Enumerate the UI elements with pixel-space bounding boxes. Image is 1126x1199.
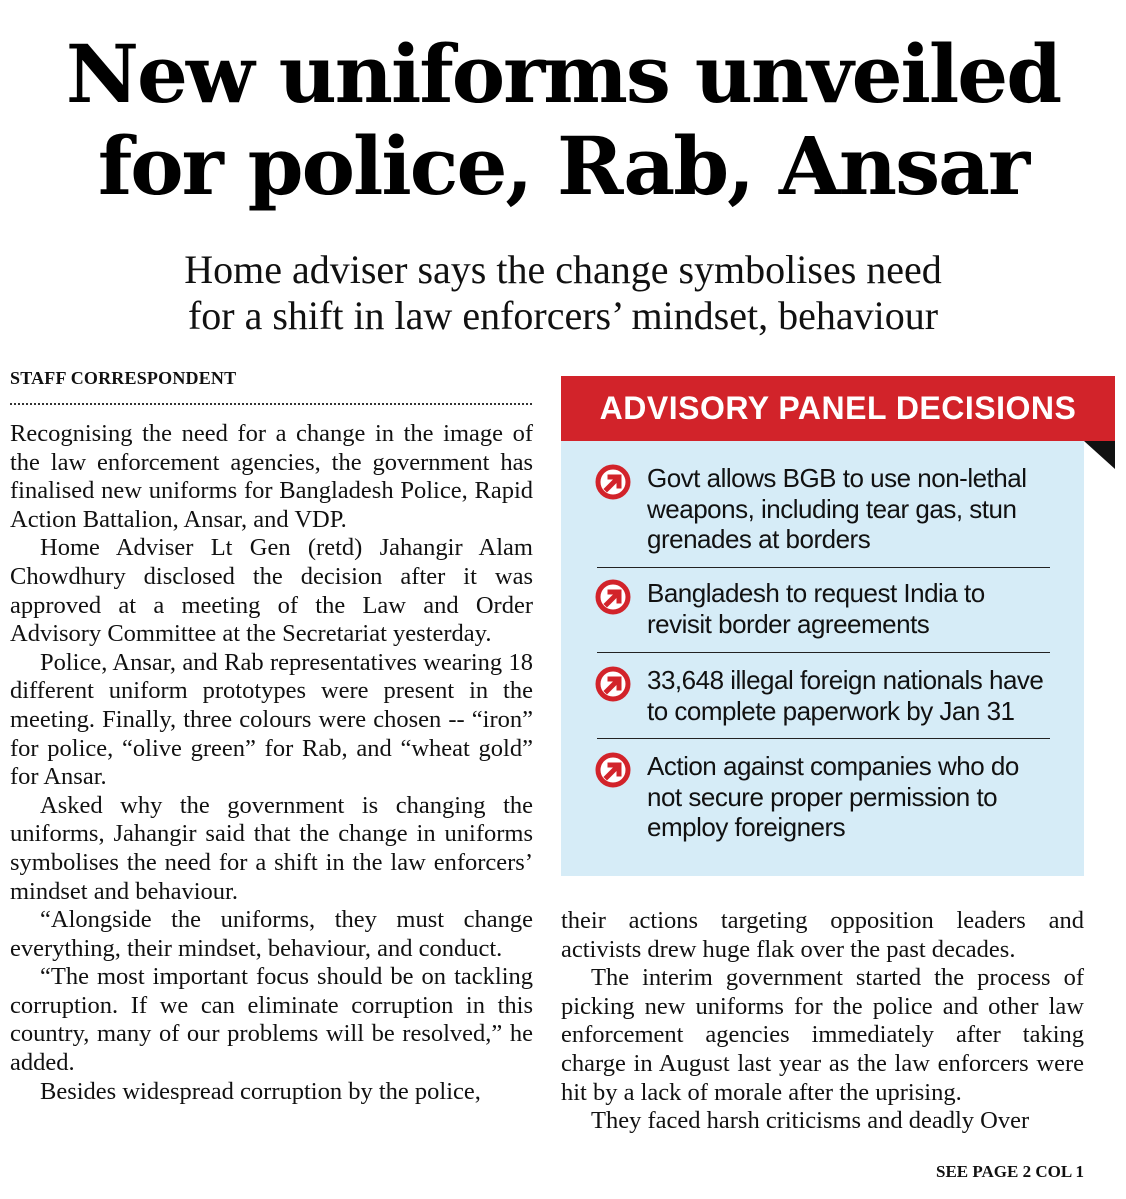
paragraph: Asked why the government is changing the uniforms, Jahangir said that the change in uniforms symbolises the need for a shift in the law enforcers’ mindset and behaviour. [10,791,533,905]
continuation-note: SEE PAGE 2 COL 1 [936,1162,1084,1181]
paragraph: Police, Ansar, and Rab representatives wearing 18 different uniform prototypes were present in the meeting. Finally, three colours were chosen -- “iron” for police, “olive green” for Rab, and “wheat gold” for Ansar. [10,648,533,791]
panel-divider [597,738,1050,739]
panel-fold-corner [1084,441,1115,469]
paragraph: Recognising the need for a change in the image of the law enforcement agencies, the government has finalised new uniforms for Bangladesh Police, Rapid Action Battalion, Ansar, and VDP. [10,420,533,533]
headline-line-1: New uniforms unveiled [65,27,1061,121]
panel-item [595,463,1050,555]
headline [0,28,1126,212]
advisory-panel-title: ADVISORY PANEL DECISIONS [561,376,1115,441]
paragraph: Besides widespread corruption by the police, [40,1077,481,1105]
byline-divider [10,403,532,405]
arrow-circle-icon [595,579,631,615]
arrow-circle-icon [595,464,631,500]
panel-divider [597,652,1050,653]
headline-line-2: for police, Rab, Ansar [97,119,1029,213]
panel-item-text: 33,648 illegal foreign nationals have to complete paperwork by Jan 31 [647,665,1044,726]
article-column-left [10,420,533,1106]
panel-divider [597,567,1050,568]
subheadline-line-1: Home adviser says the change symbolises need [184,247,942,292]
subheadline [0,247,1126,339]
paragraph: They faced harsh criticisms and deadly Over [591,1107,1030,1135]
paragraph: Home Adviser Lt Gen (retd) Jahangir Alam Chowdhury disclosed the decision after it was approved at a meeting of the Law and Order Advisory Committee at the Secretariat yesterday. [10,534,533,648]
panel-item [595,751,1050,843]
paragraph: “Alongside the uniforms, they must change everything, their mindset, behaviour, and conduct. [10,906,533,962]
arrow-circle-icon [595,666,631,702]
panel-item-text: Action against companies who do not secure proper permission to employ foreigners [647,751,1019,842]
paragraph: their actions targeting opposition leaders and activists drew huge flak over the past decades. [561,907,1084,963]
panel-item [595,665,1050,726]
subheadline-line-2: for a shift in law enforcers’ mindset, behaviour [187,293,939,338]
panel-item-text: Govt allows BGB to use non-lethal weapons, including tear gas, stun grenades at borders [647,463,1027,554]
article-column-right [561,907,1084,1136]
paragraph: “The most important focus should be on tackling corruption. If we can eliminate corruption in this country, many of our problems will be resolved,” he added. [10,963,533,1077]
panel-item [595,578,1050,639]
paragraph: The interim government started the process of picking new uniforms for the police and other law enforcement agencies immediately after taking charge in August last year as the law enforcers were hit by a lack of morale after the uprising. [561,964,1084,1106]
arrow-circle-icon [595,752,631,788]
panel-item-text: Bangladesh to request India to revisit border agreements [647,578,985,639]
byline: STAFF CORRESPONDENT [10,368,237,388]
